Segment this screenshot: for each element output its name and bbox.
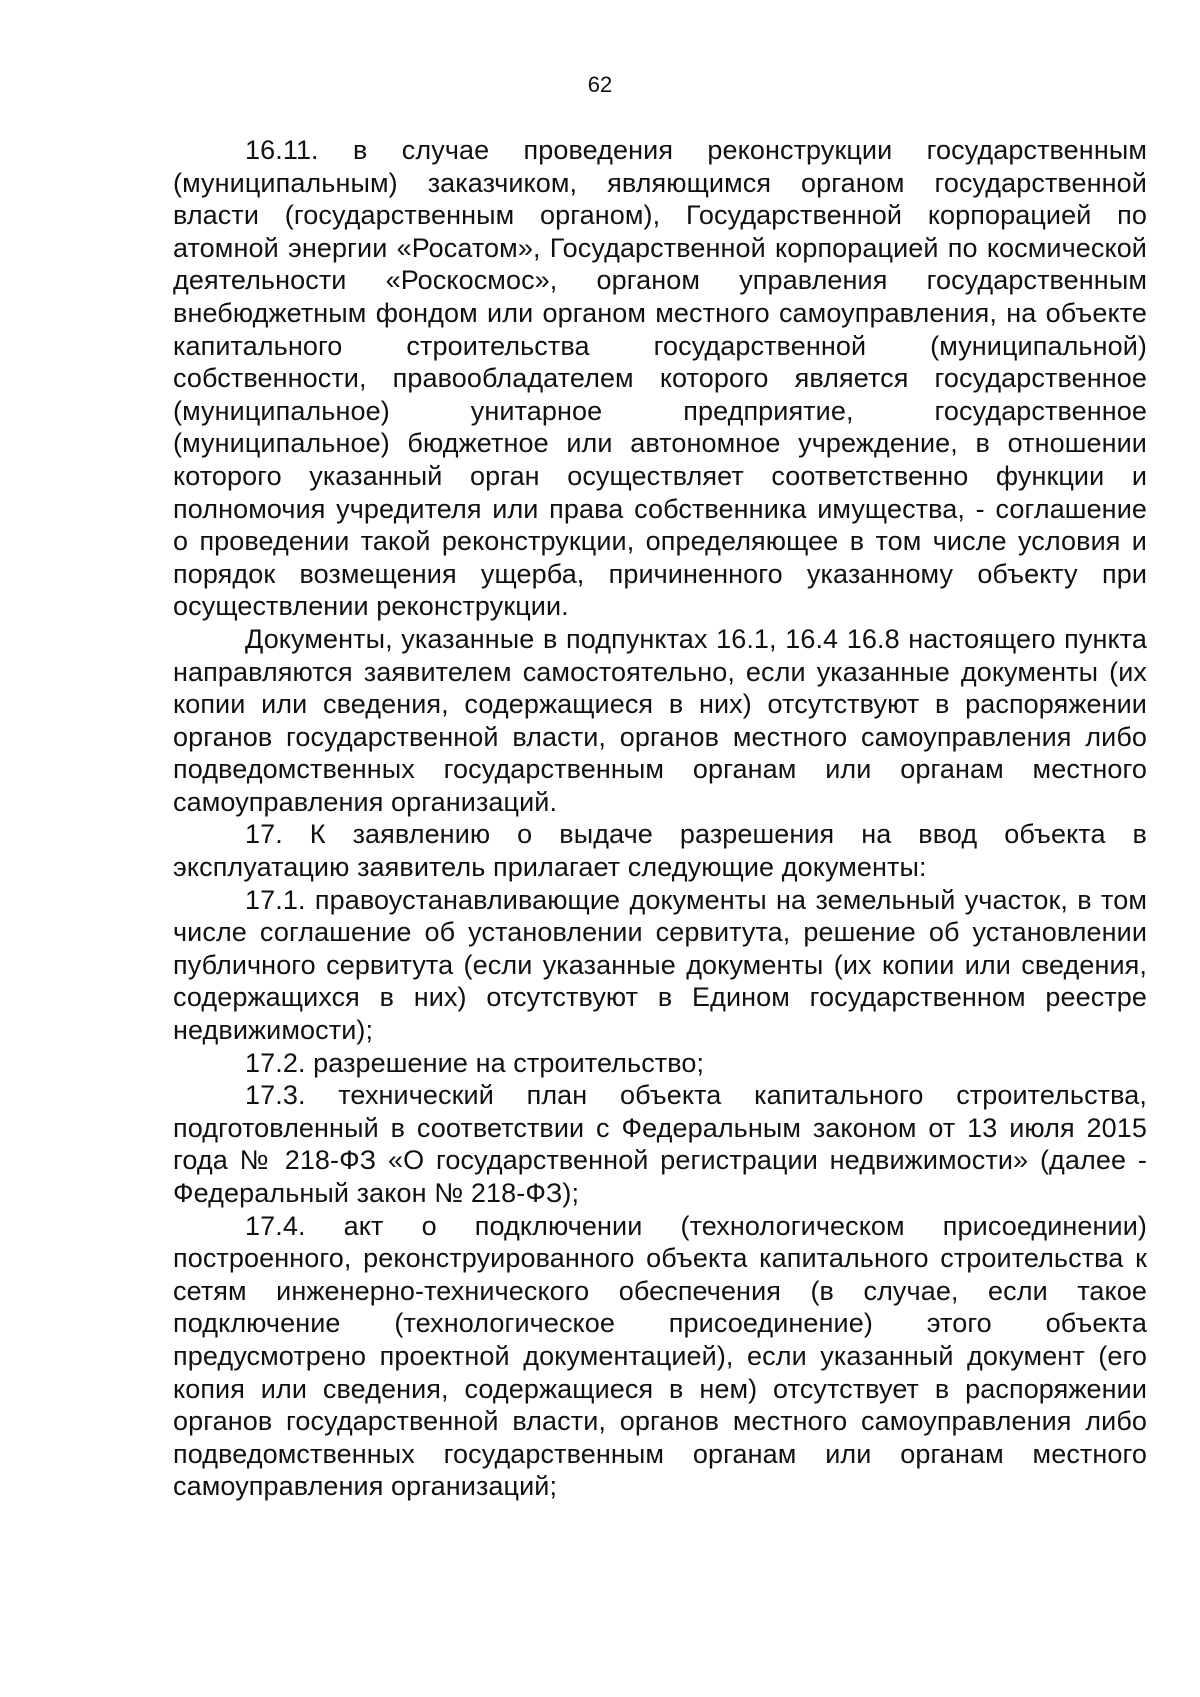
paragraph-16-11: 16.11. в случае проведения реконструкции государственным (муниципальным) заказчиком, являющимся органом государственной власти (государственным органом), Государственной корпорацией по атомной энергии «Росатом», Государственной корпорацией по космической деятельности «Роскосмос», органом управления государственным внебюджетным фондом или органом местного самоуправления, на объекте капитального строительства государственной (муниципальной) собственности, правообладателем которого является государственное (муниципальное) унитарное предприятие, государственное (муниципальное) бюджетное или автономное учреждение, в отношении которого указанный орган осуществляет соответственно функции и полномочия учредителя или права собственника имущества, - соглашение о проведении такой реконструкции, определяющее в том числе условия и порядок возмещения ущерба, причиненного указанному объекту при осуществлении реконструкции. — [173, 135, 1147, 622]
paragraph-17-2: 17.2. разрешение на строительство; — [245, 1047, 705, 1078]
paragraph-17: 17. К заявлению о выдаче разрешения на ввод объекта в эксплуатацию заявитель прилагает следующие документы: — [173, 819, 1147, 883]
paragraph-17-3: 17.3. технический план объекта капитального строительства, подготовленный в соответствии с Федеральным законом от 13 июля 2015 года № 218-ФЗ «О государственной регистрации недвижимости» (далее - Федеральный закон № 218-ФЗ); — [173, 1080, 1147, 1208]
paragraph-17-4: 17.4. акт о подключении (технологическом присоединении) построенного, реконструированного объекта капитального строительства к сетям инженерно-технического обеспечения (в случае, если такое подключение (технологическое присоединение) этого объекта предусмотрено проектной документацией), если указанный документ (его копия или сведения, содержащиеся в нем) отсутствует в распоряжении органов государственной власти, органов местного самоуправления либо подведомственных государственным органам или органам местного самоуправления организаций; — [173, 1210, 1147, 1502]
paragraph-documents-note: Документы, указанные в подпунктах 16.1, 16.4 16.8 настоящего пункта направляются заявителем самостоятельно, если указанные документы (их копии или сведения, содержащиеся в них) отсутствуют в распоряжении органов государственной власти, органов местного самоуправления либо подведомственных государственным органам или органам местного самоуправления организаций. — [173, 623, 1147, 817]
page-number: 62 — [587, 72, 613, 97]
paragraph-17-1: 17.1. правоустанавливающие документы на земельный участок, в том числе соглашение об установлении сервитута, решение об установлении публичного сервитута (если указанные документы (их копии или сведения, содержащихся в них) отсутствуют в Едином государственном реестре недвижимости); — [173, 884, 1147, 1046]
document-body — [173, 134, 1147, 1503]
